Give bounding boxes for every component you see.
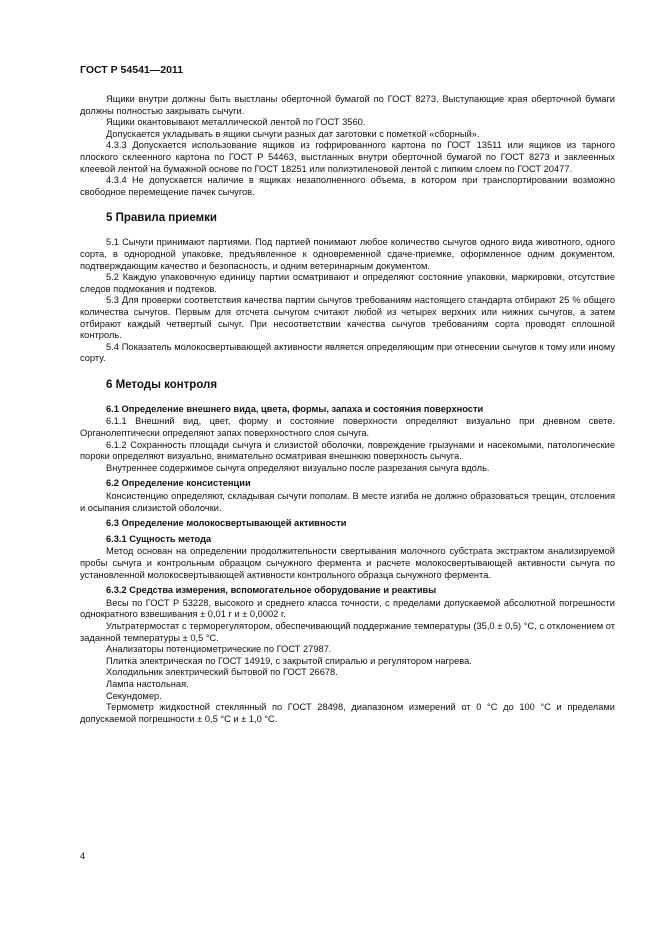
page-number: 4 <box>80 851 86 861</box>
paragraph: Термометр жидкостной стеклянный по ГОСТ 28498, диапазоном измерений от 0 °С до 100 °С и пределами допускаемой погрешности ± 0,5 °С и ± 1,0 °С. <box>80 702 615 724</box>
paragraph: Внутреннее содержимое сычуга определяют визуально после разрезания сычуга вдоль. <box>106 462 490 473</box>
paragraph: Холодильник электрический бытовой по ГОСТ 26678. <box>106 667 338 678</box>
paragraph: 4.3.4 Не допускается наличие в ящиках незаполненного объема, в котором при транспортировании возможно свободное перемещение пачек сычугов. <box>80 175 615 197</box>
paragraph: Плитка электрическая по ГОСТ 14919, с закрытой спиралью и регулятором нагрева. <box>106 655 472 666</box>
section-heading: 5 Правила приемки <box>106 212 217 225</box>
document-code-header: ГОСТ Р 54541—2011 <box>80 64 184 76</box>
paragraph: Допускается укладывать в ящики сычуги разных дат заготовки с пометкой «сборный». <box>106 128 480 139</box>
paragraph: Ящики внутри должны быть выстланы оберточной бумагой по ГОСТ 8273. Выступающие края оберточной бумаги должны полностью закрывать сычуги. <box>80 94 615 116</box>
paragraph: Ультратермостат с терморегулятором, обеспечивающий поддержание температуры (35,0 ± 0,5) °С, с отклонением от заданной температуры ± 0,5 °С. <box>80 620 615 643</box>
clause-heading: 6.3.2 Средства измерения, вспомогательное оборудование и реактивы <box>106 585 437 596</box>
paragraph: 5.2 Каждую упаковочную единицу партии осматривают и определяют состояние упаковки, маркировки, отсутствие следов подмокания и подтеков. <box>80 272 615 294</box>
paragraph: 5.4 Показатель молокосвертывающей активности является определяющим при отнесении сычугов к тому или иному сорту. <box>80 341 615 364</box>
paragraph: 6.1.1 Внешний вид, цвет, форму и состояние поверхности определяют визуально при дневном свете. Органолептически определяют запах поверхностного слоя сычуга. <box>80 416 615 439</box>
paragraph: Весы по ГОСТ Р 53228, высокого и среднего класса точности, с пределами допускаемой абсолютной погрешности однократного взвешивания ± 0,01 г и ± 0,0002 г. <box>80 597 615 620</box>
section-heading: 6 Методы контроля <box>106 378 218 391</box>
clause-heading: 6.3.1 Сущность метода <box>106 533 212 544</box>
subsection-heading: 6.3 Определение молокосвертывающей активности <box>106 518 347 529</box>
paragraph: Анализаторы потенциометрические по ГОСТ 27987. <box>106 644 332 655</box>
paragraph: Секундомер. <box>106 690 162 701</box>
subsection-heading: 6.2 Определение консистенции <box>106 478 251 489</box>
paragraph: Консистенцию определяют, складывая сычуги пополам. В месте изгиба не должно образоваться трещин, отслоения и осыпания слизистой оболочки. <box>80 491 615 513</box>
subsection-heading: 6.1 Определение внешнего вида, цвета, формы, запаха и состояния поверхности <box>106 403 484 414</box>
paragraph: 4.3.3 Допускается использование ящиков из гофрированного картона по ГОСТ 13511 или ящиков из тарного плоского склеенного картона по ГОСТ Р 54463, выстланных внутри оберточной бумагой по ГОСТ 8273 и заклеенных клеевой лентой на бумажной основе по ГОСТ 18251 или полиэтиленовой лентой с липким слоем по ГОСТ 20477. <box>80 140 615 174</box>
paragraph: Лампа настольная. <box>106 678 189 689</box>
paragraph: 5.3 Для проверки соответствия качества партии сычугов требованиям настоящего стандарта отбирают 25 % общего количества сычугов. Первым для отсчета сычугом считают любой из четырех верхних или нижних сычугов, а затем отбирают каждый четвертый сычуг. При несоответствии качества сычугов требованиям сорта проводят сплошной контроль. <box>80 295 615 341</box>
paragraph: 6.1.2 Сохранность площади сычуга и слизистой оболочки, повреждение грызунами и насекомыми, патологические пороки определяют визуально, внимательно осматривая внешнюю поверхность сычуга. <box>80 439 615 462</box>
paragraph: Метод основан на определении продолжительности свертывания молочного субстрата экстрактом анализируемой пробы сычуга и контрольным образцом сычужного фермента и расчете молокосвертывающей активности сычуга по установленной молокосвертывающей активности контрольного образца сычужного фермента. <box>80 546 615 580</box>
paragraph: Ящики окантовывают металлической лентой по ГОСТ 3560. <box>106 117 366 128</box>
paragraph: 5.1 Сычуги принимают партиями. Под партией понимают любое количество сычугов одного вида животного, одного сорта, в однородной упаковке, предъявленное к одновременной сдаче-приемке, оформленное одним документом, подтверждающим качество и безопасность, и одним ветеринарным документом. <box>80 237 615 271</box>
document-body <box>80 94 615 725</box>
